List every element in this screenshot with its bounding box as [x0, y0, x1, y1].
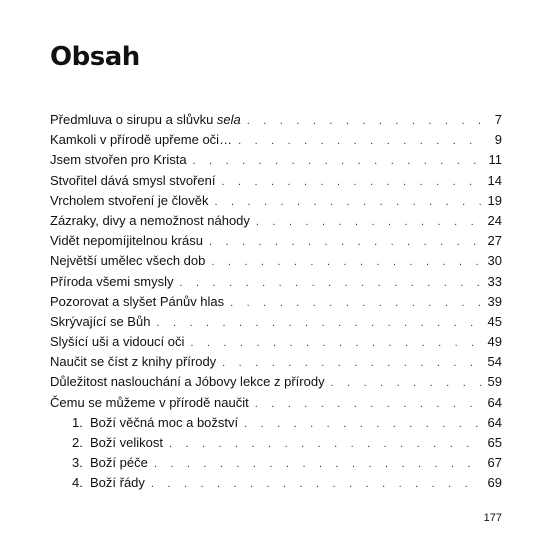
table-of-contents: [50, 110, 502, 494]
toc-subentry-page: 65: [487, 435, 502, 450]
toc-entry: [50, 150, 502, 170]
toc-entry-label: Vidět nepomíjitelnou krásu: [50, 233, 203, 249]
dot-leader: [190, 333, 482, 353]
toc-entry-page: 24: [487, 212, 502, 228]
toc-entry: [50, 191, 502, 211]
toc-entry-page: 9: [494, 132, 502, 148]
toc-entry-label: Jsem stvořen pro Krista: [50, 152, 187, 168]
toc-entry-label: Důležitost naslouchání a Jóbovy lekce z přírody: [50, 374, 325, 390]
dot-leader: [209, 232, 482, 252]
dot-leader: [193, 151, 482, 171]
toc-subentry-number: 4.: [72, 475, 83, 491]
toc-entry-label: Čemu se můžeme v přírodě naučit: [50, 394, 249, 410]
toc-entry-label: Největší umělec všech dob: [50, 253, 206, 269]
toc-entry: [50, 332, 502, 352]
dot-leader: [180, 273, 482, 293]
page-title: Obsah: [50, 42, 140, 72]
toc-entry-page: 39: [487, 293, 502, 309]
dot-leader: [230, 293, 482, 313]
toc-entry: [50, 171, 502, 191]
toc-entry: [50, 272, 502, 292]
toc-subentry-page: 69: [487, 475, 502, 491]
toc-entry-label: Vrcholem stvoření je člověk: [50, 192, 209, 208]
dot-leader: [169, 434, 482, 454]
toc-entry-page: 14: [487, 172, 502, 188]
toc-entry-label: Příroda všemi smysly: [50, 273, 174, 289]
page-number: 177: [483, 512, 502, 524]
dot-leader: [247, 111, 482, 131]
toc-subentry-label: 4. Boží řády: [72, 473, 145, 493]
toc-entry-page: 7: [494, 112, 502, 127]
dot-leader: [331, 373, 482, 393]
dot-leader: [154, 454, 482, 474]
dot-leader: [238, 131, 482, 151]
toc-entry: [50, 110, 502, 130]
toc-subentry-page: 67: [487, 455, 502, 471]
toc-entry: [50, 292, 502, 312]
dot-leader: [222, 353, 482, 373]
dot-leader: [151, 474, 482, 494]
toc-subentry-label: 2. Boží velikost: [72, 433, 163, 453]
toc-entry-label: Slyšící uši a vidoucí oči: [50, 334, 185, 350]
dot-leader: [255, 394, 482, 414]
toc-entry-page: 49: [487, 334, 502, 350]
toc-subentry: [50, 453, 502, 473]
toc-subentry-label: 1. Boží věčná moc a božství: [72, 413, 238, 433]
toc-subentry-page: 64: [487, 414, 502, 430]
toc-entry: [50, 251, 502, 271]
toc-entry: [50, 352, 502, 372]
toc-entry-page: 27: [487, 233, 502, 249]
toc-entry-label: Stvořitel dává smysl stvoření: [50, 172, 216, 188]
toc-entry-page: 11: [488, 152, 502, 168]
toc-entry-label: Skrývající se Bůh: [50, 313, 151, 329]
toc-entry-label: Kamkoli v přírodě upřeme oči…: [50, 132, 233, 148]
toc-subentry: [50, 413, 502, 433]
toc-entry-label: Pozorovat a slyšet Pánův hlas: [50, 293, 225, 309]
toc-entry-page: 30: [487, 253, 502, 269]
toc-entry: [50, 312, 502, 332]
toc-entry: [50, 372, 502, 392]
toc-subentry-number: 2.: [72, 435, 83, 450]
toc-entry: [50, 393, 502, 413]
toc-entry-page: 64: [487, 394, 502, 410]
toc-entry-page: 54: [487, 354, 502, 370]
toc-entry: [50, 130, 502, 150]
toc-entry: [50, 211, 502, 231]
toc-entry-label: Předmluva o sirupu a slůvku sela: [50, 112, 241, 127]
toc-subentry-number: 1.: [72, 414, 83, 430]
toc-entry: [50, 231, 502, 251]
dot-leader: [244, 414, 482, 434]
toc-subentry-label: 3. Boží péče: [72, 453, 148, 473]
toc-entry-page: 33: [487, 273, 502, 289]
dot-leader: [156, 313, 482, 333]
toc-entry-page: 59: [487, 374, 502, 390]
toc-entry-page: 45: [487, 313, 502, 329]
toc-entry-label: Naučit se číst z knihy přírody: [50, 354, 217, 370]
toc-entry-label: Zázraky, divy a nemožnost náhody: [50, 212, 250, 228]
toc-subentry: [50, 473, 502, 493]
dot-leader: [211, 252, 482, 272]
dot-leader: [221, 172, 482, 192]
dot-leader: [214, 192, 482, 212]
toc-entry-page: 19: [487, 192, 502, 208]
dot-leader: [256, 212, 482, 232]
toc-subentry: [50, 433, 502, 453]
toc-subentry-number: 3.: [72, 455, 83, 471]
